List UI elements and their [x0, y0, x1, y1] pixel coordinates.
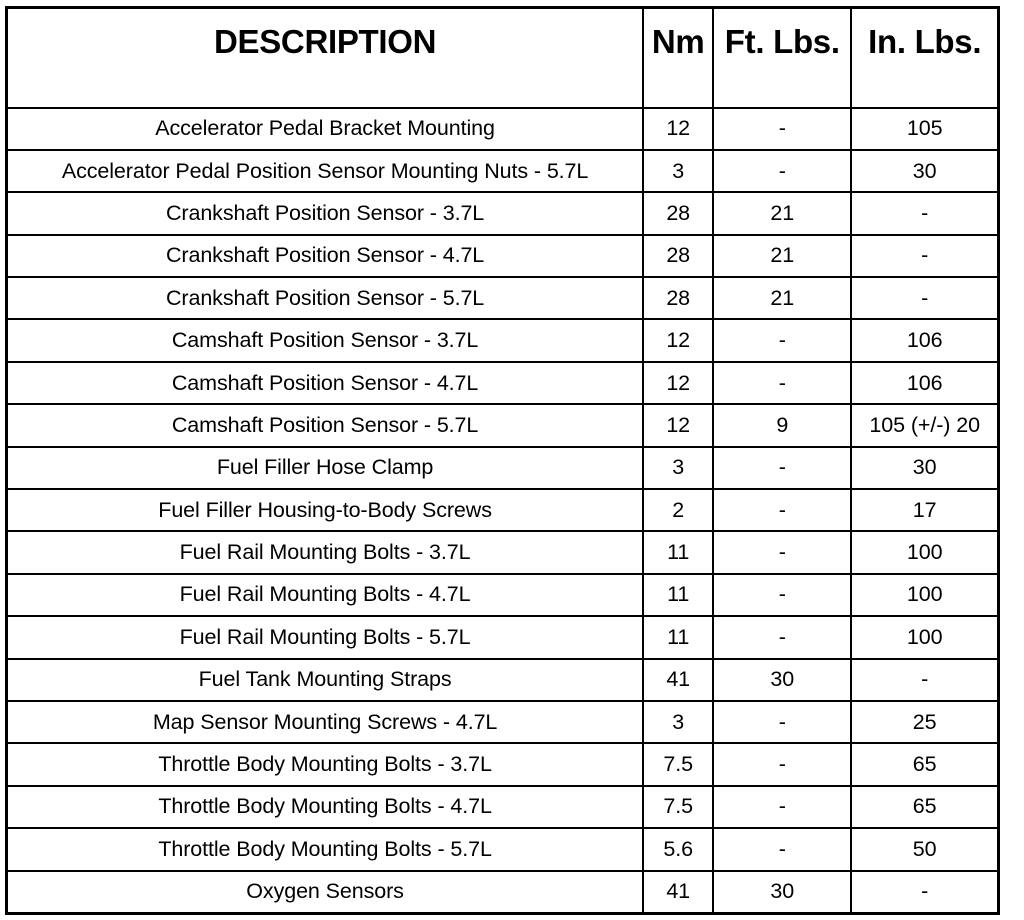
cell-in-lbs: 65 — [851, 743, 998, 785]
cell-ft-lbs: - — [713, 447, 851, 489]
table-row — [7, 616, 999, 658]
table-row — [7, 659, 999, 701]
cell-ft-lbs: - — [713, 743, 851, 785]
cell-nm: 41 — [643, 659, 713, 701]
cell-ft-lbs: - — [713, 786, 851, 828]
cell-nm: 12 — [643, 362, 713, 404]
cell-nm: 12 — [643, 319, 713, 361]
cell-description: Fuel Rail Mounting Bolts - 4.7L — [7, 574, 644, 616]
table-row — [7, 701, 999, 743]
cell-ft-lbs: 21 — [713, 277, 851, 319]
table-row — [7, 531, 999, 573]
cell-in-lbs: - — [851, 871, 998, 914]
cell-in-lbs: 30 — [851, 150, 998, 192]
cell-description: Oxygen Sensors — [7, 871, 644, 914]
cell-description: Throttle Body Mounting Bolts - 3.7L — [7, 743, 644, 785]
table-header-row — [7, 8, 999, 108]
cell-nm: 3 — [643, 150, 713, 192]
cell-description: Accelerator Pedal Bracket Mounting — [7, 108, 644, 150]
cell-description: Camshaft Position Sensor - 4.7L — [7, 362, 644, 404]
table-row — [7, 404, 999, 446]
torque-spec-table — [5, 6, 1000, 915]
cell-in-lbs: - — [851, 659, 998, 701]
cell-ft-lbs: - — [713, 150, 851, 192]
cell-description: Crankshaft Position Sensor - 3.7L — [7, 192, 644, 234]
cell-description: Camshaft Position Sensor - 5.7L — [7, 404, 644, 446]
cell-in-lbs: - — [851, 192, 998, 234]
cell-ft-lbs: - — [713, 319, 851, 361]
table-row — [7, 447, 999, 489]
table-row — [7, 871, 999, 914]
cell-description: Fuel Rail Mounting Bolts - 3.7L — [7, 531, 644, 573]
cell-nm: 12 — [643, 108, 713, 150]
header-ft-lbs: Ft. Lbs. — [713, 8, 851, 108]
cell-description: Throttle Body Mounting Bolts - 4.7L — [7, 786, 644, 828]
cell-nm: 28 — [643, 192, 713, 234]
cell-nm: 28 — [643, 235, 713, 277]
table-row — [7, 108, 999, 150]
cell-description: Fuel Filler Hose Clamp — [7, 447, 644, 489]
cell-nm: 11 — [643, 531, 713, 573]
cell-in-lbs: - — [851, 277, 998, 319]
cell-nm: 5.6 — [643, 828, 713, 870]
cell-description: Fuel Rail Mounting Bolts - 5.7L — [7, 616, 644, 658]
table-row — [7, 150, 999, 192]
table-row — [7, 489, 999, 531]
cell-ft-lbs: - — [713, 108, 851, 150]
cell-in-lbs: 100 — [851, 574, 998, 616]
header-nm: Nm — [643, 8, 713, 108]
cell-in-lbs: 105 — [851, 108, 998, 150]
table-row — [7, 192, 999, 234]
cell-nm: 7.5 — [643, 743, 713, 785]
table-row — [7, 743, 999, 785]
cell-ft-lbs: - — [713, 362, 851, 404]
cell-description: Map Sensor Mounting Screws - 4.7L — [7, 701, 644, 743]
cell-ft-lbs: - — [713, 489, 851, 531]
cell-nm: 12 — [643, 404, 713, 446]
cell-in-lbs: 106 — [851, 319, 998, 361]
cell-description: Camshaft Position Sensor - 3.7L — [7, 319, 644, 361]
cell-ft-lbs: 30 — [713, 659, 851, 701]
table-body — [7, 108, 999, 914]
cell-in-lbs: 105 (+/-) 20 — [851, 404, 998, 446]
cell-nm: 3 — [643, 447, 713, 489]
header-in-lbs: In. Lbs. — [851, 8, 998, 108]
table-row — [7, 235, 999, 277]
cell-nm: 2 — [643, 489, 713, 531]
cell-in-lbs: 106 — [851, 362, 998, 404]
cell-nm: 3 — [643, 701, 713, 743]
cell-ft-lbs: 21 — [713, 235, 851, 277]
cell-ft-lbs: - — [713, 701, 851, 743]
cell-ft-lbs: 30 — [713, 871, 851, 914]
cell-nm: 11 — [643, 574, 713, 616]
cell-in-lbs: 25 — [851, 701, 998, 743]
cell-ft-lbs: 9 — [713, 404, 851, 446]
cell-ft-lbs: 21 — [713, 192, 851, 234]
table-row — [7, 362, 999, 404]
cell-ft-lbs: - — [713, 574, 851, 616]
cell-description: Crankshaft Position Sensor - 5.7L — [7, 277, 644, 319]
cell-nm: 41 — [643, 871, 713, 914]
cell-nm: 7.5 — [643, 786, 713, 828]
cell-description: Accelerator Pedal Position Sensor Mounting Nuts - 5.7L — [7, 150, 644, 192]
table-row — [7, 319, 999, 361]
cell-nm: 28 — [643, 277, 713, 319]
cell-ft-lbs: - — [713, 531, 851, 573]
cell-nm: 11 — [643, 616, 713, 658]
table-row — [7, 574, 999, 616]
cell-in-lbs: 65 — [851, 786, 998, 828]
cell-description: Fuel Filler Housing-to-Body Screws — [7, 489, 644, 531]
cell-in-lbs: 100 — [851, 616, 998, 658]
table-row — [7, 828, 999, 870]
cell-description: Fuel Tank Mounting Straps — [7, 659, 644, 701]
cell-in-lbs: - — [851, 235, 998, 277]
cell-in-lbs: 17 — [851, 489, 998, 531]
cell-ft-lbs: - — [713, 616, 851, 658]
header-description: DESCRIPTION — [7, 8, 644, 108]
table-row — [7, 786, 999, 828]
cell-description: Crankshaft Position Sensor - 4.7L — [7, 235, 644, 277]
table-row — [7, 277, 999, 319]
cell-in-lbs: 50 — [851, 828, 998, 870]
cell-description: Throttle Body Mounting Bolts - 5.7L — [7, 828, 644, 870]
cell-ft-lbs: - — [713, 828, 851, 870]
cell-in-lbs: 30 — [851, 447, 998, 489]
cell-in-lbs: 100 — [851, 531, 998, 573]
